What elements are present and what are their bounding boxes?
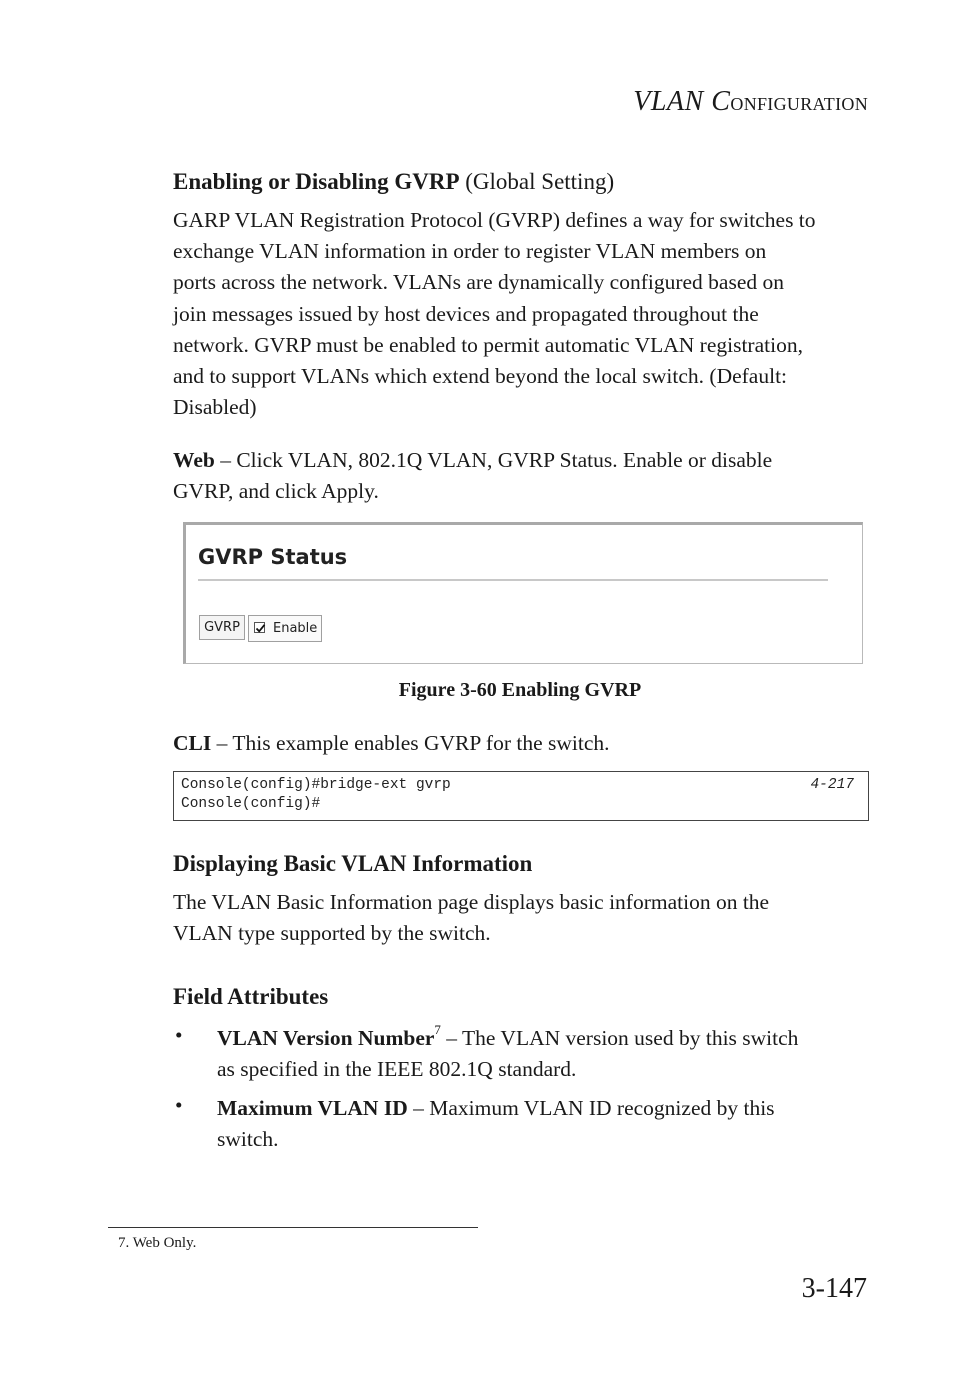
gvrp-enable-checkbox[interactable] <box>248 615 322 642</box>
bullet: • <box>175 1023 183 1047</box>
attribute-term: Maximum VLAN ID <box>217 1096 408 1120</box>
web-line-2: GVRP, and click Apply. <box>173 479 379 504</box>
heading-bold: Enabling or Disabling GVRP <box>173 169 460 194</box>
running-head-part: LAN <box>650 86 712 117</box>
footnote-divider <box>108 1227 478 1228</box>
section-heading-gvrp <box>173 169 614 195</box>
body-line: VLAN type supported by the switch. <box>173 921 491 946</box>
gvrp-field-label: GVRP <box>199 615 245 640</box>
attribute-line <box>217 1093 867 1124</box>
web-text: – Click VLAN, 802.1Q VLAN, GVRP Status. Enable or disable <box>214 448 773 472</box>
bullet: • <box>175 1093 183 1117</box>
cli-label: CLI <box>173 731 212 755</box>
attribute-text: – The VLAN version used by this switch <box>440 1026 799 1050</box>
attribute-line: as specified in the IEEE 802.1Q standard. <box>217 1057 577 1082</box>
running-head-part: C <box>711 86 731 117</box>
attribute-line <box>217 1023 867 1054</box>
body-line: ports across the network. VLANs are dynamically configured based on <box>173 270 784 295</box>
field-attributes-heading: Field Attributes <box>173 984 329 1009</box>
gvrp-description <box>173 205 873 423</box>
running-head <box>540 86 868 118</box>
body-line: The VLAN Basic Information page displays basic information on the <box>173 890 770 914</box>
checkbox-checked-icon[interactable] <box>254 622 265 633</box>
attribute-text: – Maximum VLAN ID recognized by this <box>407 1096 775 1120</box>
web-instructions <box>173 445 873 507</box>
panel-title: GVRP Status <box>198 545 348 569</box>
heading-normal: (Global Setting) <box>459 169 615 194</box>
body-line: network. GVRP must be enabled to permit automatic VLAN registration, <box>173 332 803 357</box>
vlan-info-description <box>173 887 873 949</box>
footnote: 7. Web Only. <box>118 1235 197 1251</box>
cli-code-block <box>173 771 869 821</box>
section-heading-vlan-info: Displaying Basic VLAN Information <box>173 851 533 876</box>
figure-caption: Figure 3-60 Enabling GVRP <box>398 679 642 701</box>
web-line-1 <box>173 445 873 476</box>
body-line: join messages issued by host devices and propagated throughout the <box>173 301 759 326</box>
code-page-ref: 4-217 <box>810 777 854 793</box>
code-line: Console(config)#bridge-ext gvrp <box>181 777 451 793</box>
code-line: Console(config)# <box>181 796 321 812</box>
body-line: Disabled) <box>173 395 257 420</box>
attribute-term: VLAN Version Number <box>217 1026 435 1050</box>
attribute-line: switch. <box>217 1127 279 1152</box>
cli-text: – This example enables GVRP for the switch. <box>211 731 610 755</box>
web-label: Web <box>173 448 215 472</box>
body-line: exchange VLAN information in order to register VLAN members on <box>173 239 767 264</box>
gvrp-status-panel <box>183 522 863 664</box>
attribute-item <box>217 1093 867 1155</box>
page-number: 3-147 <box>801 1273 867 1304</box>
footnote-marker: 7 <box>434 1021 441 1037</box>
running-head-part: V <box>633 86 651 117</box>
cli-instructions <box>173 728 873 759</box>
attribute-item <box>217 1023 867 1085</box>
checkbox-label: Enable <box>273 621 318 636</box>
running-head-smallcaps: ONFIGURATION <box>730 94 868 114</box>
panel-divider <box>198 579 828 581</box>
body-line: GARP VLAN Registration Protocol (GVRP) defines a way for switches to <box>173 208 816 232</box>
body-line: and to support VLANs which extend beyond the local switch. (Default: <box>173 364 788 389</box>
